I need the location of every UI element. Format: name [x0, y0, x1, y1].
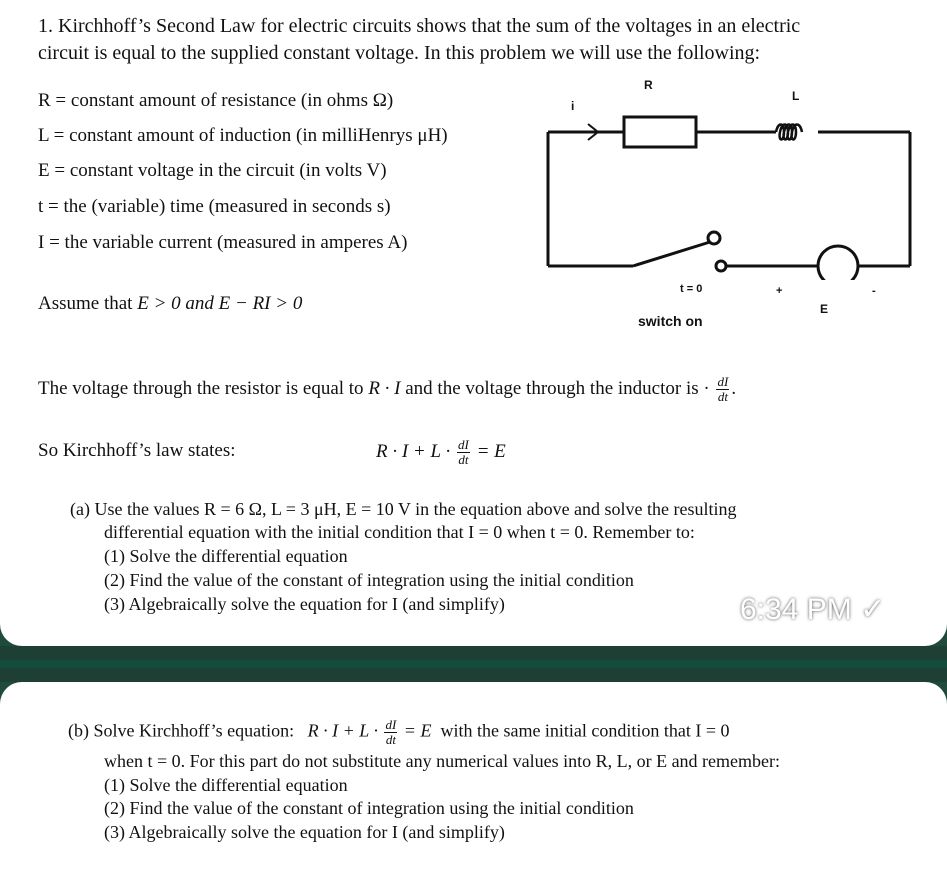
part-b-fraction-numerator: dI	[385, 717, 397, 732]
law-fraction-denominator: dt	[458, 452, 469, 467]
definition-L: L = constant amount of induction (in milliHenrys μH)	[38, 125, 448, 146]
part-b-suffix: with the same initial condition that I = 0	[440, 720, 730, 741]
part-b-step-3: (3) Algebraically solve the equation for I (and simplify)	[104, 822, 505, 842]
switch-contact-top	[708, 232, 720, 244]
voltage-sentence: The voltage through the resistor is equal to R · I and the voltage through the inductor is · $\frac{dI}{dt}$ .	[38, 374, 737, 404]
law-equation	[376, 438, 506, 467]
read-check-icon: ✓	[860, 592, 886, 627]
part-b-prefix: (b) Solve Kirchhoff’s equation:	[68, 720, 295, 741]
label-minus: -	[872, 285, 876, 297]
part-a-line-1: (a) Use the values R = 6 Ω, L = 3 μH, E = 10 V in the equation above and solve the resulting	[70, 499, 737, 519]
resistor	[624, 117, 696, 147]
part-b-line-2: when t = 0. For this part do not substitute any numerical values into R, L, or E and remember:	[104, 751, 781, 771]
message-image-bubble-2[interactable]	[0, 682, 947, 882]
circuit-diagram	[540, 80, 930, 280]
part-b-line-1	[68, 718, 730, 747]
switch-blade	[633, 242, 710, 266]
part-b-fraction	[384, 718, 397, 747]
definition-R: R = constant amount of resistance (in ohms Ω)	[38, 90, 394, 111]
assumption	[38, 293, 302, 315]
fraction-numerator: dI	[717, 374, 729, 389]
divider	[0, 660, 947, 668]
label-i: i	[571, 99, 575, 113]
part-b-eq-rhs: = E	[403, 720, 432, 741]
part-a-line-2: differential equation with the initial condition that I = 0 when t = 0. Remember to:	[104, 522, 695, 542]
timestamp-time: 6:34 PM	[740, 593, 852, 626]
assumption-math: E > 0 and E − RI > 0	[137, 293, 303, 314]
label-t0: t = 0	[680, 283, 703, 295]
derivative-fraction	[716, 375, 729, 404]
law-fraction	[457, 438, 470, 467]
label-plus: +	[776, 285, 783, 297]
part-a-step-2: (2) Find the value of the constant of integration using the initial condition	[104, 570, 634, 590]
inductor-coil	[776, 125, 802, 140]
message-timestamp	[740, 592, 885, 627]
chat-background-strip	[0, 646, 947, 682]
switch-contact-right	[716, 261, 726, 271]
intro-line-1: 1. Kirchhoff’s Second Law for electric circuits shows that the sum of the voltages in an electric	[38, 15, 801, 37]
assumption-prefix: Assume that	[38, 293, 138, 314]
part-b-fraction-denominator: dt	[385, 732, 396, 747]
intro-line-2: circuit is equal to the supplied constant voltage. In this problem we will use the following:	[38, 42, 761, 64]
part-a-step-1: (1) Solve the differential equation	[104, 546, 348, 566]
label-switch-on: switch on	[638, 313, 703, 329]
part-b-step-2: (2) Find the value of the constant of integration using the initial condition	[104, 798, 634, 818]
part-a-step-3: (3) Algebraically solve the equation for I (and simplify)	[104, 594, 505, 614]
law-rhs: = E	[476, 440, 506, 462]
law-lhs: R · I + L ·	[376, 440, 451, 462]
label-L: L	[792, 89, 800, 103]
definition-E: E = constant voltage in the circuit (in volts V)	[38, 160, 387, 181]
law-label: So Kirchhoff’s law states:	[38, 440, 236, 461]
definition-I: I = the variable current (measured in amperes A)	[38, 232, 408, 253]
voltage-source	[818, 246, 858, 280]
label-E: E	[820, 302, 829, 316]
fraction-denominator: dt	[717, 389, 728, 404]
part-b-step-1: (1) Solve the differential equation	[104, 775, 348, 795]
voltage-text: The voltage through the resistor is equal to	[38, 377, 369, 399]
part-b-eq-lhs: R · I + L ·	[307, 720, 378, 741]
law-fraction-numerator: dI	[457, 437, 469, 452]
voltage-mid: and the voltage through the inductor is ·	[400, 377, 710, 399]
label-R: R	[644, 78, 653, 92]
definition-t: t = the (variable) time (measured in seconds s)	[38, 196, 391, 217]
voltage-math: R · I	[368, 377, 401, 399]
